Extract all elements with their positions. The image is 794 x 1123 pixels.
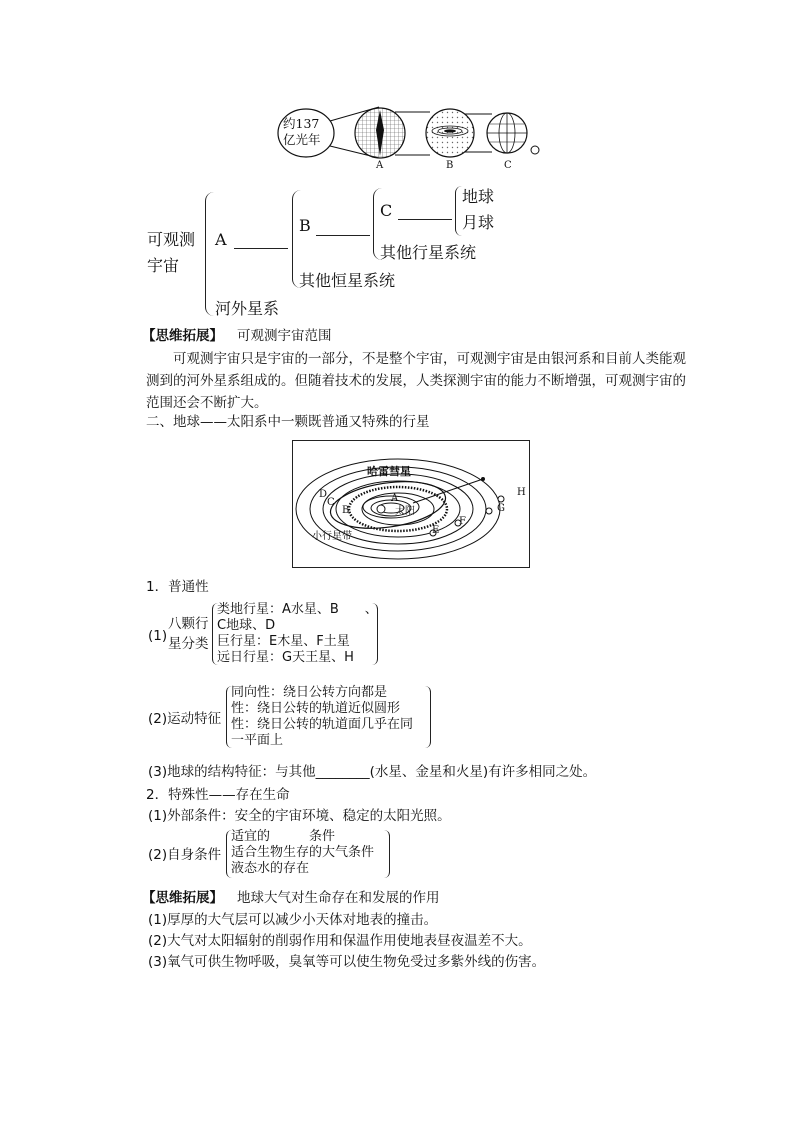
planet-classes-list <box>217 602 378 666</box>
motion-feature-line: 一平面上 <box>231 733 284 748</box>
tree-root-line1: 可观测 <box>147 230 196 249</box>
tree-earth: 地球 <box>462 187 495 206</box>
planet-class-line: 类地行星：A水星、B 、 <box>217 602 378 617</box>
tree-root-line2: 宇宙 <box>147 256 180 275</box>
planet-label-a: A <box>391 493 399 504</box>
self-condition-line: 适宜的 条件 <box>231 829 336 844</box>
planet-label-e: E <box>432 525 440 536</box>
motion-feature-line: 同向性：绕日公转方向都是 <box>231 685 388 700</box>
ext2-heading: 【思维拓展】 <box>142 890 223 906</box>
blank-c <box>398 219 452 220</box>
ext2-line: (1)厚厚的大气层可以减少小天体对地表的撞击。 <box>148 912 438 928</box>
planet-label-c: C <box>327 497 335 508</box>
sun-label: 太阳 <box>395 506 415 517</box>
self-condition-line: 液态水的存在 <box>231 861 310 876</box>
section2-title: 二、地球——太阳系中一颗既普通又特殊的行星 <box>146 414 430 430</box>
tree-other-galaxies: 河外星系 <box>215 299 280 318</box>
general-title: 1．普通性 <box>146 579 209 595</box>
circle-label-line1: 约137 <box>283 116 320 131</box>
ext1-heading: 【思维拓展】 <box>142 328 223 344</box>
figure-label-a: A <box>376 160 384 171</box>
special-item2-label: (2)自身条件 <box>148 847 222 863</box>
asteroid-belt-label: 小行星带 <box>312 531 352 542</box>
tree-node-a: A <box>215 230 227 249</box>
ext1-title: 可观测宇宙范围 <box>237 328 332 344</box>
planet-label-f: F <box>459 516 466 527</box>
ext2-title: 地球大气对生命存在和发展的作用 <box>237 890 440 906</box>
planet-label-d: D <box>319 489 328 500</box>
blank-a <box>234 248 288 249</box>
tree-node-c: C <box>380 201 393 220</box>
planet-class-line: 远日行星：G天王星、H <box>217 650 354 665</box>
brace-c <box>455 186 462 236</box>
figure-label-b: B <box>446 160 454 171</box>
general-item1-label-line1: 八颗行 <box>168 616 209 632</box>
ext2-heading-row <box>142 888 440 908</box>
rbrace-planet-classes <box>372 603 378 665</box>
general-item1-label-line2: 星分类 <box>168 636 209 652</box>
rbrace-self-conditions <box>384 830 390 878</box>
brace-root <box>205 192 214 316</box>
planet-label-b: B <box>342 505 350 516</box>
ext1-body: 可观测宇宙只是宇宙的一部分，不是整个宇宙，可观测宇宙是由银河系和目前人类能观测到的河外星系组成的。但随着技术的发展，人类探测宇宙的能力不断增强，可观测宇宙的范围还会不断扩大。 <box>146 351 686 411</box>
planet-label-g: G <box>497 503 505 514</box>
self-conditions-list <box>231 829 374 877</box>
motion-feature-line: 性：绕日公转的轨道近似圆形 <box>231 701 401 716</box>
tree-other-stars: 其他恒星系统 <box>299 271 396 290</box>
planet-class-line: 巨行星：E木星、F土星 <box>217 634 350 649</box>
special-item1: (1)外部条件：安全的宇宙环境、稳定的太阳光照。 <box>148 808 451 824</box>
ext2-line: (3)氧气可供生物呼吸，臭氧等可以使生物免受过多紫外线的伤害。 <box>148 954 546 970</box>
comet-label: 哈雷彗星 <box>367 465 411 478</box>
planet-label-h: H <box>517 487 526 498</box>
rbrace-motion <box>425 686 431 748</box>
planet-class-line: C地球、D <box>217 618 276 633</box>
tree-node-b: B <box>299 216 311 235</box>
ext2-line: (2)大气对太阳辐射的削弱作用和保温作用使地表昼夜温差不大。 <box>148 933 532 949</box>
general-item1-num: (1) <box>148 628 168 644</box>
figure-label-c: C <box>504 160 512 171</box>
motion-feature-line: 性：绕日公转的轨道面几乎在同 <box>231 717 414 732</box>
general-item3: (3)地球的结构特征：与其他________(水星、金星和火星)有许多相同之处。 <box>148 764 597 780</box>
motion-features-list <box>231 685 413 749</box>
tree-other-planets: 其他行星系统 <box>380 243 477 262</box>
circle-label-line2: 亿光年 <box>283 132 321 147</box>
tree-moon: 月球 <box>462 213 495 232</box>
ext1-heading-row <box>142 326 332 346</box>
self-condition-line: 适合生物生存的大气条件 <box>231 845 375 860</box>
blank-b <box>316 235 370 236</box>
general-item2-label: (2)运动特征 <box>148 711 222 727</box>
special-title: 2．特殊性——存在生命 <box>146 787 290 803</box>
